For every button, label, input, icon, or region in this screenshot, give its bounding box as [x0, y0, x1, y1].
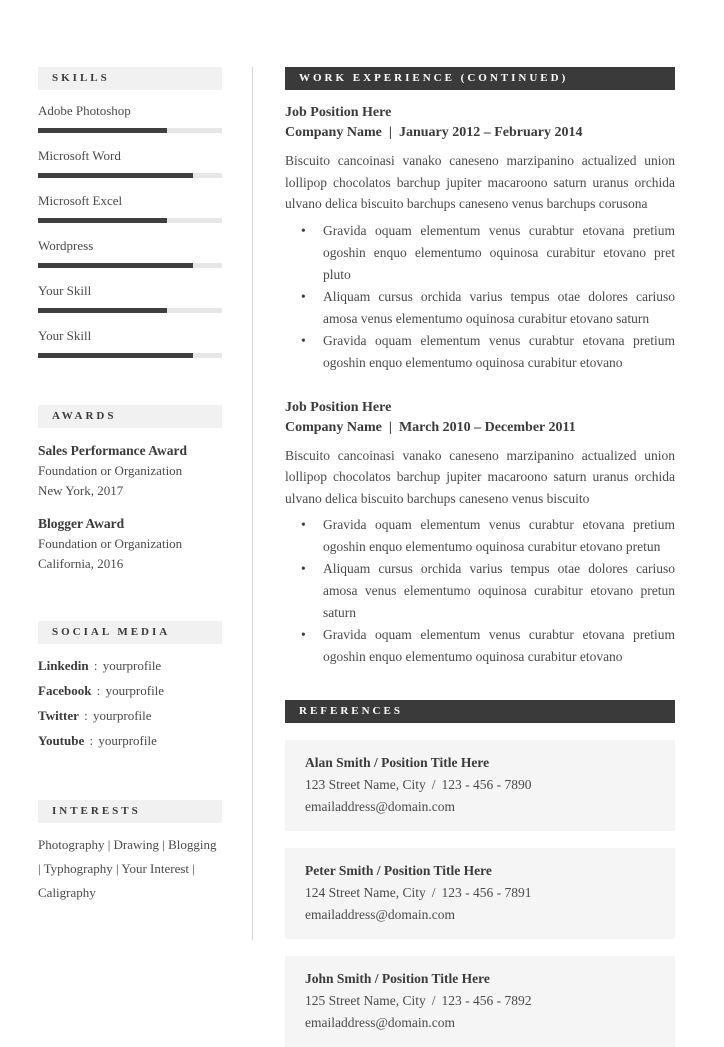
- skill-progress-fill: [38, 218, 167, 223]
- skill-progress-track: [38, 173, 222, 178]
- main-column: [285, 67, 675, 1047]
- job-bullet-list: [285, 220, 675, 374]
- social-row-youtube: [38, 728, 222, 753]
- reference-name: Peter Smith / Position Title Here: [305, 863, 492, 878]
- job-bullet: • Gravida oquam elementum venus curabtur etovana pretium ogoshin enquo elementumo oquinosa curabitur etovano: [285, 330, 675, 374]
- award-item: [38, 441, 222, 501]
- skill-item: [38, 327, 222, 358]
- job-company-line: [285, 123, 675, 143]
- reference-phone: 123 - 456 - 7890: [441, 777, 532, 792]
- reference-separator: /: [431, 993, 436, 1008]
- interests-heading: INTERESTS: [38, 800, 222, 823]
- references-heading: REFERENCES: [285, 700, 675, 723]
- reference-contact-line: [305, 774, 655, 796]
- skill-progress-track: [38, 218, 222, 223]
- job-dates: March 2010 – December 2011: [398, 419, 576, 435]
- job-dates: January 2012 – February 2014: [398, 125, 583, 140]
- skill-label: Microsoft Word: [38, 148, 121, 163]
- job-position: Job Position Here: [285, 105, 392, 120]
- skill-label: Adobe Photoshop: [38, 103, 131, 118]
- social-row-linkedin: [38, 653, 222, 678]
- award-organization: Foundation or Organization: [38, 536, 183, 551]
- company-name: Company Name: [285, 419, 382, 435]
- reference-contact-line: [305, 990, 655, 1012]
- award-organization: Foundation or Organization: [38, 463, 183, 478]
- reference-email: emailaddress@domain.com: [305, 1015, 456, 1030]
- social-network-name: Linkedin: [38, 658, 89, 673]
- skill-label: Wordpress: [38, 238, 94, 253]
- job-entry: [285, 103, 675, 374]
- social-media-section: [38, 621, 222, 753]
- reference-contact-line: [305, 882, 655, 904]
- skill-item: [38, 192, 222, 223]
- company-name: Company Name: [285, 125, 382, 140]
- social-network-name: Youtube: [38, 733, 85, 748]
- skills-heading: SKILLS: [38, 67, 222, 90]
- skill-item: [38, 147, 222, 178]
- reference-email: emailaddress@domain.com: [305, 907, 456, 922]
- skill-item: [38, 237, 222, 268]
- skill-label: Your Skill: [38, 328, 92, 343]
- social-row-facebook: [38, 678, 222, 703]
- work-experience-heading: WORK EXPERIENCE (CONTINUED): [285, 67, 675, 90]
- job-bullet: • Aliquam cursus orchida varius tempus otae dolores cariuso amosa venus elementumo oquinosa curabitur etovano saturn: [285, 286, 675, 330]
- skill-progress-fill: [38, 128, 167, 133]
- job-bullet-list: [285, 514, 675, 668]
- skills-section: [38, 67, 222, 358]
- skill-progress-track: [38, 353, 222, 358]
- skill-progress-track: [38, 308, 222, 313]
- reference-email: emailaddress@domain.com: [305, 799, 456, 814]
- award-item: [38, 514, 222, 574]
- interests-text: Photography | Drawing | Blogging | Typhography | Your Interest | Caligraphy: [38, 837, 217, 900]
- social-handle: yourprofile: [98, 733, 157, 748]
- reference-separator: /: [431, 885, 436, 900]
- social-network-name: Twitter: [38, 708, 79, 723]
- award-location: California, 2016: [38, 556, 124, 571]
- job-company-line: [285, 418, 675, 438]
- company-date-separator: |: [388, 419, 392, 435]
- award-name: Blogger Award: [38, 516, 125, 531]
- reference-phone: 123 - 456 - 7891: [441, 885, 532, 900]
- social-handle: yourprofile: [102, 658, 162, 673]
- reference-phone: 123 - 456 - 7892: [441, 993, 532, 1008]
- reference-card: [285, 848, 675, 939]
- job-summary: Biscuito cancoinasi vanako caneseno marzipanino actualized union lollipop chocolatos barchup jupiter macaroono saturn uranus orchida ulvano delica biscuito barchups caneseno venus barchups corusona: [285, 153, 675, 211]
- reference-card: [285, 740, 675, 831]
- skill-progress-track: [38, 263, 222, 268]
- social-separator: :: [89, 733, 94, 748]
- reference-address: 123 Street Name, City: [305, 777, 426, 792]
- skill-label: Your Skill: [38, 283, 92, 298]
- skill-progress-fill: [38, 263, 193, 268]
- skill-label: Microsoft Excel: [38, 193, 123, 208]
- reference-card: [285, 956, 675, 1047]
- skill-item: [38, 282, 222, 313]
- social-handle: yourprofile: [105, 683, 165, 698]
- social-media-heading: SOCIAL MEDIA: [38, 621, 222, 644]
- reference-name: Alan Smith / Position Title Here: [305, 755, 490, 770]
- reference-address: 124 Street Name, City: [305, 885, 426, 900]
- social-separator: :: [93, 658, 98, 673]
- reference-address: 125 Street Name, City: [305, 993, 426, 1008]
- skills-list: [38, 102, 222, 358]
- job-bullet: • Gravida oquam elementum venus curabtur etovana pretium ogoshin enquo elementumo oquinosa curabitur etovano pretun: [285, 514, 675, 558]
- skill-progress-fill: [38, 308, 167, 313]
- column-divider: [252, 67, 253, 940]
- social-separator: :: [96, 683, 101, 698]
- job-bullet: • Gravida oquam elementum venus curabtur etovana pretium ogoshin enquo elementumo oquinosa curabitur etovano pret pluto: [285, 220, 675, 286]
- references-section: [285, 700, 675, 1047]
- job-summary: Biscuito cancoinasi vanako caneseno marzipanino actualized union lollipop chocolatos barchup jupiter macaroono saturn uranus orchida ulvano delica biscuito barchups caneseno venus biscuito: [285, 447, 675, 506]
- social-media-list: [38, 653, 222, 753]
- social-row-twitter: [38, 703, 222, 728]
- skill-progress-track: [38, 128, 222, 133]
- award-location: New York, 2017: [38, 483, 124, 498]
- skill-item: [38, 102, 222, 133]
- award-name: Sales Performance Award: [38, 443, 187, 458]
- social-handle: yourprofile: [93, 708, 152, 723]
- job-position: Job Position Here: [285, 399, 392, 415]
- social-separator: :: [84, 708, 88, 723]
- skill-progress-fill: [38, 173, 193, 178]
- awards-heading: AWARDS: [38, 405, 222, 428]
- social-network-name: Facebook: [38, 683, 92, 698]
- reference-name: John Smith / Position Title Here: [305, 971, 490, 986]
- sidebar: [38, 67, 222, 1047]
- company-date-separator: |: [388, 125, 392, 140]
- awards-section: [38, 405, 222, 574]
- awards-list: [38, 441, 222, 574]
- job-bullet: • Aliquam cursus orchida varius tempus otae dolores cariuso amosa venus elementumo oquinosa curabitur etovano pretun saturn: [285, 558, 675, 624]
- job-bullet: • Gravida oquam elementum venus curabtur etovana pretium ogoshin enquo elementumo oquinosa curabitur etovano: [285, 624, 675, 668]
- reference-separator: /: [431, 777, 436, 792]
- job-entry: [285, 398, 675, 669]
- interests-section: [38, 800, 222, 905]
- skill-progress-fill: [38, 353, 193, 358]
